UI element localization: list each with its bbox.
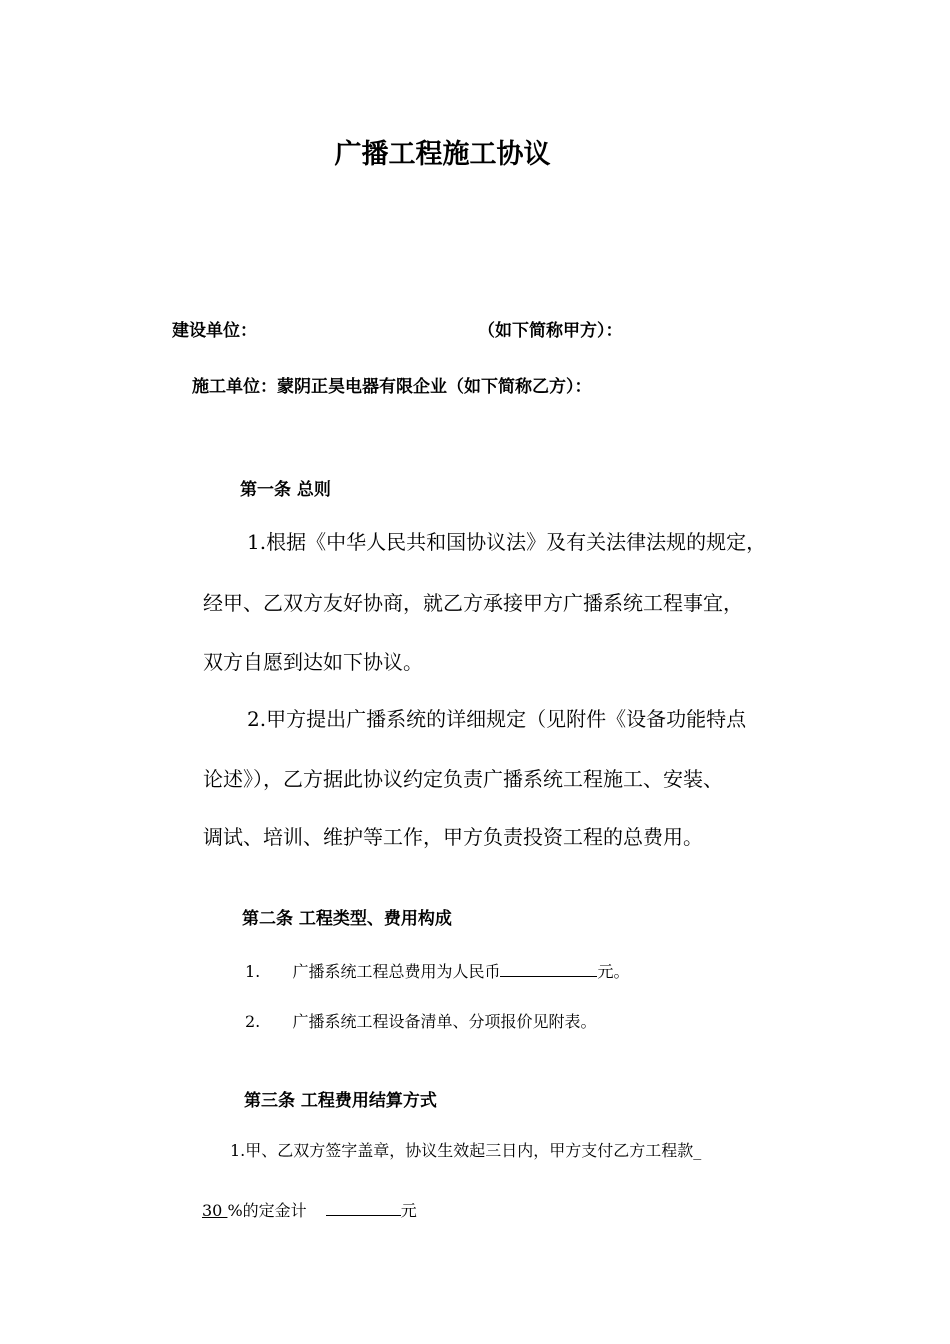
article2-heading: 第二条 工程类型、费用构成 [242, 909, 452, 929]
item-number: 1. [245, 962, 261, 981]
article1-line: 调试、培训、维护等工作，甲方负责投资工程的总费用。 [203, 825, 703, 849]
percent-value: 30 [202, 1201, 228, 1220]
document-title: 广播工程施工协议 [334, 139, 551, 170]
article1-line: 论述》），乙方据此协议约定负责广播系统工程施工、安装、 [203, 767, 723, 791]
article3-line2 [202, 1197, 417, 1221]
party-a-label: 建设单位： [172, 321, 257, 341]
party-a-suffix: （如下简称甲方）： [478, 321, 623, 341]
deposit-amount-blank [326, 1197, 401, 1216]
article1-heading: 第一条 总则 [240, 480, 331, 500]
article1-line: 经甲、乙双方友好协商，就乙方承接甲方广播系统工程事宜， [203, 591, 743, 615]
deposit-text: %的定金计 [227, 1201, 307, 1220]
deposit-unit: 元 [400, 1201, 417, 1220]
article3-line1: 1.甲、乙双方签字盖章，协议生效起三日内，甲方支付乙方工程款_ [230, 1141, 702, 1160]
amount-blank [500, 958, 597, 977]
article3-heading: 第三条 工程费用结算方式 [244, 1091, 437, 1111]
article1-line: 1.根据《中华人民共和国协议法》及有关法律法规的规定， [247, 530, 767, 554]
item-number: 2. [245, 1012, 261, 1031]
item-unit: 元。 [597, 962, 630, 981]
article1-line: 2.甲方提出广播系统的详细规定（见附件《设备功能特点 [247, 707, 747, 731]
item-text: 广播系统工程总费用为人民币 [292, 962, 501, 981]
article2-item2 [245, 1009, 596, 1032]
item-text: 广播系统工程设备清单、分项报价见附表。 [292, 1012, 597, 1031]
party-b-line: 施工单位：蒙阴正昊电器有限企业（如下简称乙方）： [192, 377, 592, 397]
article2-item1 [245, 958, 629, 982]
article1-line: 双方自愿到达如下协议。 [203, 650, 423, 674]
